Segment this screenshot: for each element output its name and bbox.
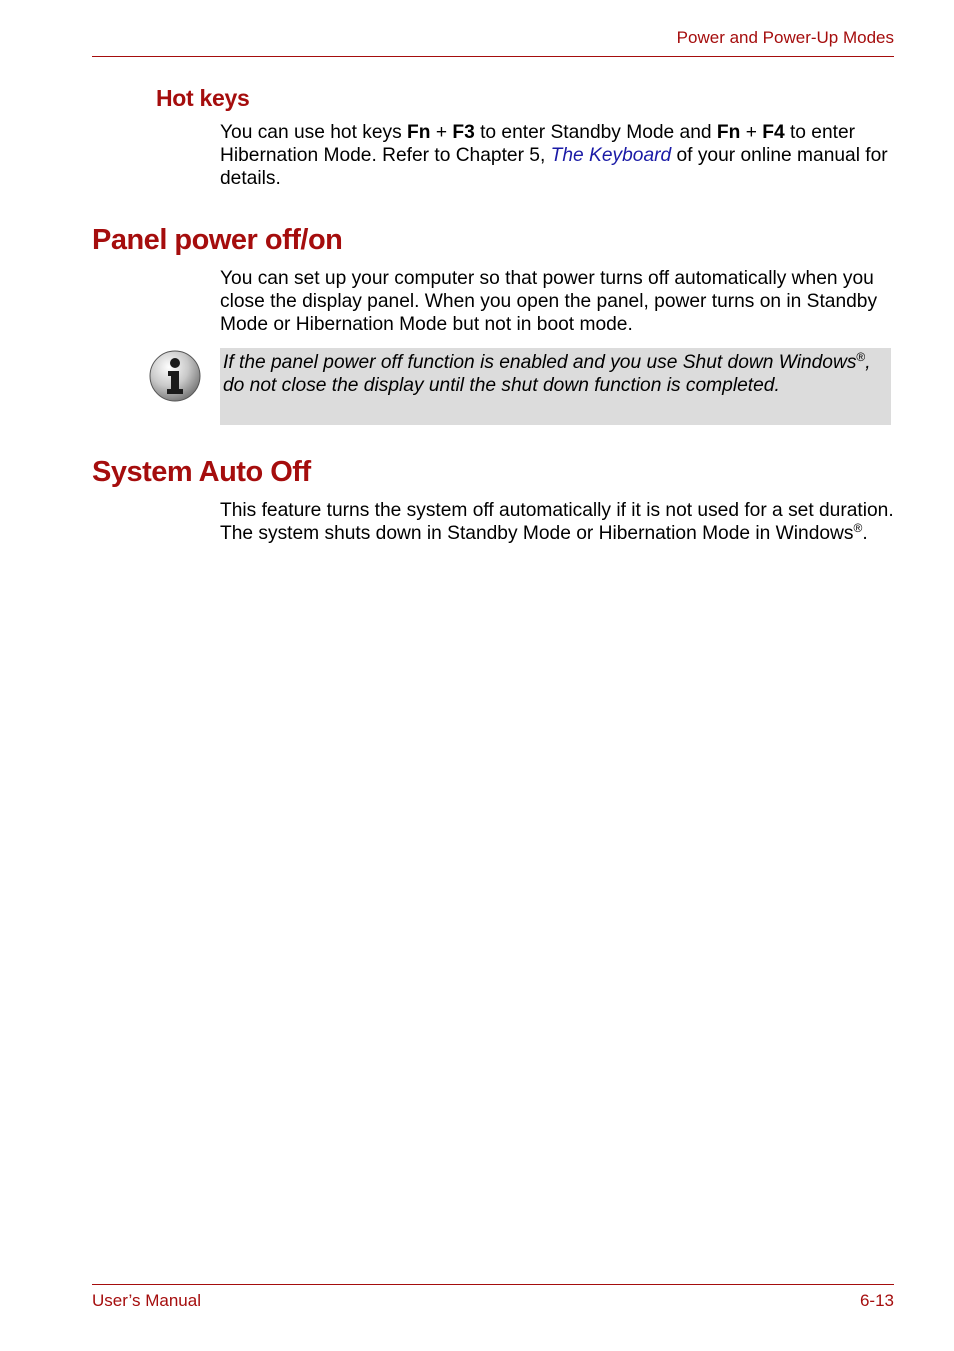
text-span: You can use hot keys [220, 122, 408, 143]
text-span: + [740, 122, 763, 143]
text-span: This feature turns the system off automatically if it is not used for a set duration. The system shuts down in Standby Mode or Hibernation Mode in Windows [220, 500, 894, 544]
footer-manual-title: User’s Manual [92, 1291, 201, 1310]
key-f4: F4 [762, 122, 785, 143]
hot-keys-paragraph [220, 121, 894, 190]
header-rule [92, 56, 894, 57]
note-text: If the panel power off function is enabled and you use Shut down Windows [223, 352, 857, 373]
note-box [220, 348, 891, 425]
key-fn: Fn [407, 122, 431, 143]
text-span: . [862, 523, 868, 544]
registered-mark: ® [856, 350, 866, 364]
page-number: 6-13 [859, 1291, 894, 1310]
text-span: to enter Hibernation Mode. Refer to Chapter 5, [220, 122, 856, 166]
key-fn: Fn [716, 122, 741, 143]
system-auto-off-heading: System Auto Off [92, 456, 311, 488]
panel-power-heading: Panel power off/on [92, 224, 343, 256]
info-icon [148, 349, 202, 403]
note-text: , do not close the display until the shut down function is completed. [223, 352, 871, 396]
panel-power-paragraph: You can set up your computer so that power turns off automatically when you close the display panel. When you open the panel, power turns on in Standby Mode or Hibernation Mode but not in boot mode. [220, 268, 878, 335]
hot-keys-heading: Hot keys [156, 85, 250, 111]
system-auto-off-paragraph [220, 499, 894, 545]
text-span: + [430, 122, 453, 143]
keyboard-chapter-link[interactable]: The Keyboard [550, 145, 672, 166]
footer-rule [92, 1284, 894, 1285]
key-f3: F3 [452, 122, 475, 143]
registered-mark: ® [853, 521, 863, 535]
text-span: of your online manual for details. [220, 145, 888, 189]
running-header: Power and Power-Up Modes [676, 28, 894, 47]
text-span: to enter Standby Mode and [474, 122, 717, 143]
